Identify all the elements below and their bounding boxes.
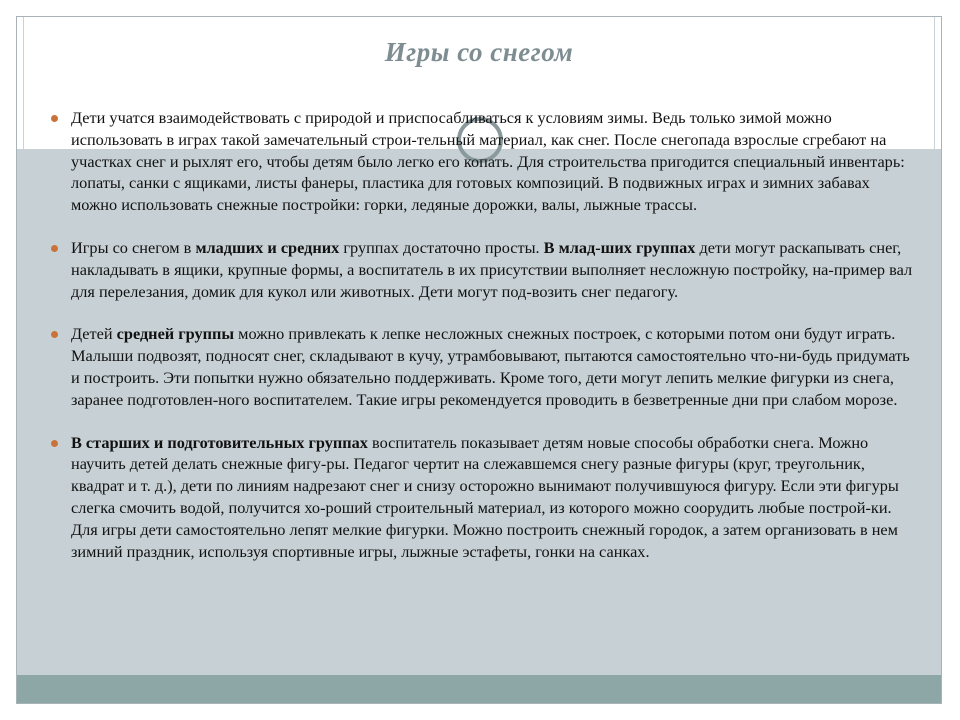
bullet-item	[51, 107, 913, 216]
bullet-item	[51, 323, 913, 410]
bullet-item	[51, 432, 913, 563]
bullet-text: дети могут раскапывать снег, накладывать в ящики, крупные формы, а воспитатель в их присутствии выполняет несложную постройку, на-пример вал для перелезания, домик для кукол или животных. Дети могут под-возить снег педагогу.	[71, 237, 913, 301]
bullet-item	[51, 237, 913, 302]
bullet-dot-icon	[51, 245, 58, 252]
bullet-dot-icon	[51, 331, 58, 338]
bullet-bold-text: В млад-ших группах	[543, 237, 696, 257]
bullet-text: воспитатель показывает детям новые способы обработки снега. Можно научить детей делать снежные фигу-ры. Педагог чертит на слежавшемся снегу разные фигуры (круг, треугольник, квадрат и т. д.), дети по линиям надрезают снег и снизу осторожно вынимают получившуюся фигуру. Если эти фигуры слегка смочить водой, получится хо-роший строительный материал, из которого можно соорудить любые построй-ки. Для игры дети самостоятельно лепят мелкие фигурки. Можно построить снежный городок, а затем организовать в нем зимний праздник, используя спортивные игры, лыжные эстафеты, гонки на санках.	[71, 432, 899, 561]
footer-band	[17, 675, 941, 703]
bullet-bold-text: В старших и подготовительных группах	[71, 432, 368, 452]
slide-title: Игры со снегом	[384, 37, 574, 67]
bullet-bold-text: младших и средних	[195, 237, 340, 257]
bullet-text: Дети учатся взаимодействовать с природой и приспосабливаться к условиям зимы. Ведь только зимой можно использовать в играх такой замечательный строи-тельный материал, как снег. После снегопада взрослые сгребают на участках снег и рыхлят его, чтобы детям было легко его копать. Для строительства пригодится специальный инвентарь: лопаты, санки с ящиками, листы фанеры, пластика для готовых композиций. В подвижных играх и зимних забавах можно использовать снежные постройки: горки, ледяные дорожки, валы, лыжные трассы.	[71, 108, 905, 215]
bullet-dot-icon	[51, 115, 58, 122]
bullet-text: Игры со снегом в	[71, 237, 196, 257]
bullet-text: Детей	[71, 324, 117, 344]
bullet-text: можно привлекать к лепке несложных снежных построек, с которыми потом они будут играть. Малыши подвозят, подносят снег, складывают в кучу, утрамбовывают, пытаются самостоятельно что-ни-будь придумать и построить. Эти попытки нужно обязательно поддерживать. Кроме того, дети могут лепить мелкие фигурки из снега, заранее подготовлен-ного воспитателем. Такие игры рекомендуется проводить в безветренные дни при слабом морозе.	[71, 324, 910, 409]
bullet-dot-icon	[51, 440, 58, 447]
bullet-bold-text: средней группы	[116, 324, 235, 344]
bullet-text: группах достаточно просты.	[339, 237, 544, 257]
slide-frame	[16, 16, 942, 704]
bullet-list	[51, 107, 913, 583]
